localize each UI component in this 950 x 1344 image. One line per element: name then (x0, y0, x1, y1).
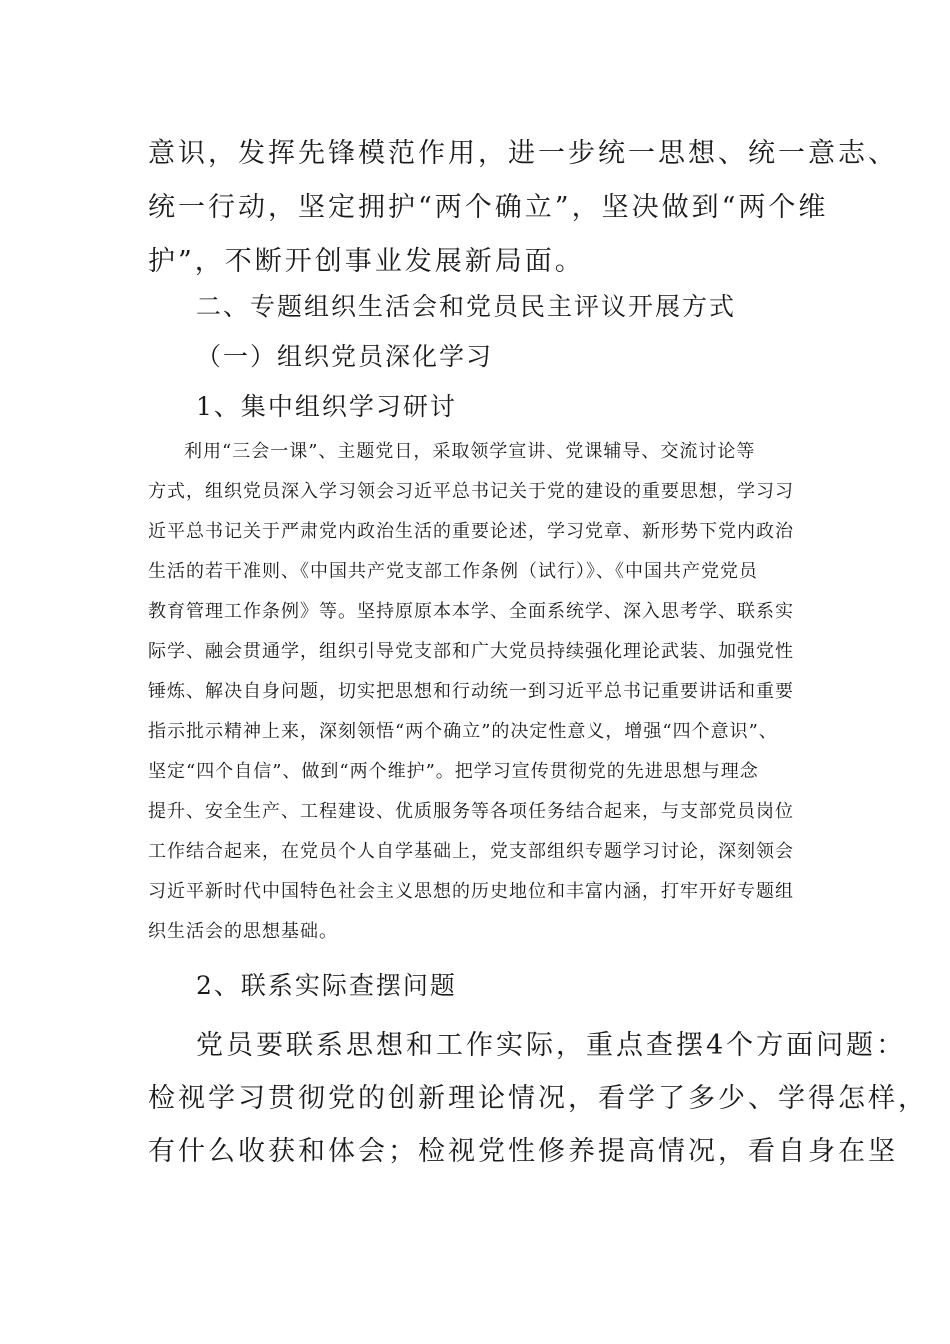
item1-line-2: 方式，组织党员深入学习领会习近平总书记关于党的建设的重要思想，学习习 (148, 481, 794, 502)
item1-line-9: 坚定“四个自信”、做到“两个维护”。把学习宣传贯彻党的先进思想与理念 (148, 761, 759, 782)
item1-line-11: 工作结合起来，在党员个人自学基础上，党支部组织专题学习讨论，深刻领会 (148, 841, 794, 862)
item1-line-8: 指示批示精神上来，深刻领悟“两个确立”的决定性意义，增强“四个意识”、 (148, 721, 778, 742)
item2-line-3: 有什么收获和体会；检视党性修养提高情况，看自身在坚 (148, 1136, 898, 1167)
item2-line-1: 党员要联系思想和工作实际，重点查摆4个方面问题： (196, 1030, 907, 1061)
subsection-heading: （一）组织党员深化学习 (196, 342, 494, 371)
intro-line-3: 护”，不断开创事业发展新局面。 (148, 246, 585, 277)
item1-line-4: 生活的若干准则、《中国共产党支部工作条例（试行）》、《中国共产党党员 (148, 561, 758, 582)
item1-line-10: 提升、安全生产、工程建设、优质服务等各项任务结合起来，与支部党员岗位 (148, 801, 794, 822)
item2-heading: 2、联系实际查摆问题 (196, 971, 457, 1000)
item1-line-5: 教育管理工作条例》等。坚持原原本本学、全面系统学、深入思考学、联系实 (148, 601, 794, 622)
section-heading: 二、专题组织生活会和党员民主评议开展方式 (196, 292, 737, 321)
intro-line-1: 意识，发挥先锋模范作用，进一步统一思想、统一意志、 (148, 138, 898, 169)
item1-line-6: 际学、融会贯通学，组织引导党支部和广大党员持续强化理论武装、加强党性 (148, 641, 794, 662)
intro-line-2: 统一行动，坚定拥护“两个确立”，坚决做到“两个维 (148, 192, 829, 223)
item2-line-2: 检视学习贯彻党的创新理论情况，看学了多少、学得怎样， (148, 1083, 928, 1114)
item1-line-13: 织生活会的思想基础。 (148, 921, 338, 942)
item1-line-7: 锤炼、解决自身问题，切实把思想和行动统一到习近平总书记重要讲话和重要 (148, 681, 794, 702)
item1-line-3: 近平总书记关于严肃党内政治生活的重要论述，学习党章、新形势下党内政治 (148, 521, 794, 542)
item1-line-12: 习近平新时代中国特色社会主义思想的历史地位和丰富内涵，打牢开好专题组 (148, 881, 794, 902)
item1-line-1: 利用“三会一课”、主题党日，采取领学宣讲、党课辅导、交流讨论等 (184, 441, 756, 462)
item1-heading: 1、集中组织学习研讨 (196, 392, 457, 421)
